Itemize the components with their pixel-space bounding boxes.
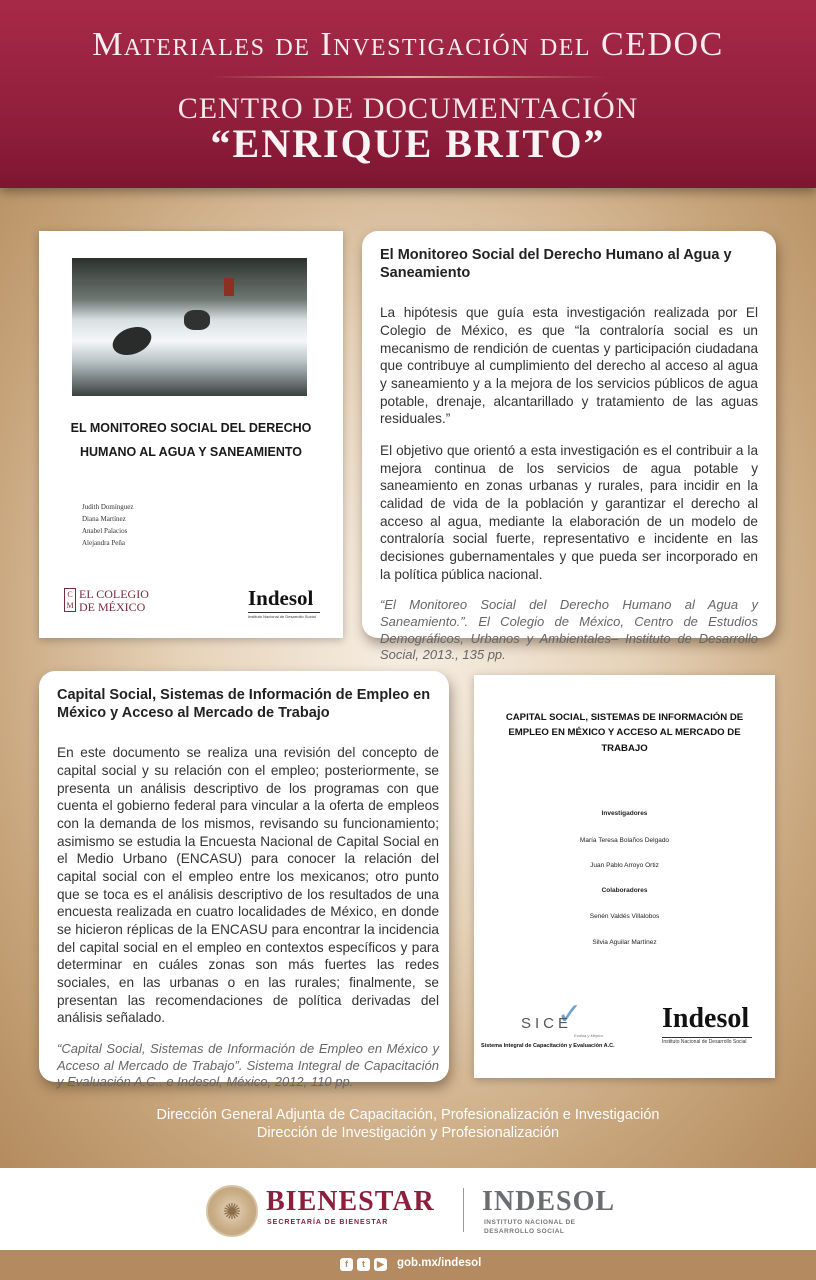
sice-logo: SICE — [521, 1015, 573, 1032]
cover-author: Anabel Palacios — [82, 527, 128, 535]
colaboradores-label: Colaboradores — [601, 887, 648, 894]
directorate-credits — [0, 1106, 816, 1142]
colaborador: Silvia Aguilar Martínez — [592, 939, 657, 946]
cover-author: Judith Domínguez — [82, 503, 134, 511]
book-cover-monitoreo — [39, 231, 343, 638]
header-banner — [0, 0, 816, 188]
indesol-logo-sub: Instituto Nacional de Desarrollo Social — [248, 612, 320, 619]
investigador: Juan Pablo Arroyo Ortiz — [590, 862, 659, 869]
youtube-icon[interactable]: ▶ — [374, 1258, 387, 1271]
cover-title-line: HUMANO AL AGUA Y SANEAMIENTO — [79, 445, 302, 459]
website-link[interactable]: gob.mx/indesol — [397, 1257, 482, 1269]
card-citation: “El Monitoreo Social del Derecho Humano al Agua y Saneamiento.”. El Colegio de México, Centro de Estudios Demográficos, Urbanos y Ambientales– Instituto de Desarrollo Social, 2013., 135 pp. — [380, 597, 758, 663]
summary-card-monitoreo — [362, 231, 776, 663]
card-title: El Monitoreo Social del Derecho Humano al Agua y Saneamiento — [380, 247, 732, 281]
bienestar-logo: BIENESTAR — [266, 1186, 435, 1217]
check-icon: ✓ — [557, 998, 583, 1031]
card-citation: “Capital Social, Sistemas de Información de Empleo en México y Acceso al Mercado de Trabajo”. Sistema Integral de Capacitación y Evaluación A.C.. e Indesol, México, 2012, 110 pp. — [57, 1041, 439, 1090]
eagle-icon: ✺ — [222, 1199, 242, 1224]
indesol-logo: Indesol — [248, 586, 314, 610]
colaborador: Senén Valdés Villalobos — [589, 913, 660, 920]
indesol-logo: Indesol — [662, 1003, 750, 1034]
investigador: María Teresa Bolaños Delgado — [579, 837, 670, 844]
page-title: Materiales de Investigación del CEDOC — [92, 26, 724, 63]
sice-name: Sistema Integral de Capacitación y Evaluación A.C. — [481, 1043, 615, 1049]
cover-author: Alejandra Peña — [82, 539, 125, 547]
indesol-footer-sub: INSTITUTO NACIONAL DE — [484, 1219, 576, 1226]
colmex-logo-text: DE MÉXICO — [79, 600, 146, 614]
colmex-logo-text: EL COLEGIO — [79, 587, 149, 601]
cover-author: Diana Martínez — [82, 515, 126, 523]
twitter-icon[interactable]: t — [357, 1258, 370, 1271]
waterfall-photo — [72, 258, 307, 396]
logo-divider — [463, 1188, 464, 1232]
cover-title: CAPITAL SOCIAL, SISTEMAS DE INFORMACIÓN DE EMPLEO EN MÉXICO Y ACCESO AL MERCADO DE TRABAJO — [505, 712, 744, 754]
book-cover-capital-social — [474, 675, 775, 1078]
colmex-logo-mark: C M — [64, 588, 76, 612]
summary-card-capital-social — [39, 671, 449, 1090]
title-divider — [210, 76, 606, 78]
center-name: “ENRIQUE BRITO” — [210, 121, 606, 166]
sice-tagline: Evalúa y Mejora — [574, 1033, 603, 1038]
cover-title-line: EL MONITOREO SOCIAL DEL DERECHO — [70, 421, 312, 435]
investigadores-label: Investigadores — [601, 810, 648, 817]
card-paragraph: El objetivo que orientó a esta investigación es el contribuir a la mejora continua de los servicios de agua potable y saneamiento en zonas urbanas y rurales, para incidir en la calidad de vida de la población y garantizar el derecho al acceso al agua, mediante la elaboración de un modelo de contraloría social fuerte, representativo e incidente en las decisiones gubernamentales y que pueda ser incorporado en la política pública nacional. — [380, 443, 758, 582]
credit-line: Dirección General Adjunta de Capacitación, Profesionalización e Investigación — [156, 1107, 660, 1123]
center-subtitle: CENTRO DE DOCUMENTACIÓN — [177, 92, 639, 125]
credit-line: Dirección de Investigación y Profesionalización — [256, 1125, 560, 1141]
bienestar-logo-sub: SECRETARÍA DE BIENESTAR — [267, 1219, 389, 1226]
card-paragraph: En este documento se realiza una revisión del concepto de capital social y su relación con el empleo; posteriormente, se presenta un análisis descriptivo de los programas con que cuenta el gobierno federal para vincular a la oferta de empleos con la demanda de los mismos, revisando su funcionamiento; asimismo se estudia la Encuesta Nacional de Capital Social en el Medio Urbano (ENCASU) para conocer la relación del capital social con el empleo entre los mexicanos; otro punto que se toca es el análisis descriptivo de los resultados de una encuesta realizada en cuatro localidades de México, en donde se hicieron réplicas de la ENCASU para encontrar la incidencia del capital social en el empleo en contextos específicos y para determinar en cuáles zonas son más fuertes las redes sociales, en las urbanas o en las rurales; finalmente, se presentan las recomendaciones de política derivadas del análisis señalado. — [57, 745, 439, 1026]
indesol-logo-sub: Instituto Nacional de Desarrollo Social — [662, 1037, 752, 1045]
indesol-footer-sub: DESARROLLO SOCIAL — [484, 1228, 565, 1235]
facebook-icon[interactable]: f — [340, 1258, 353, 1271]
indesol-footer-logo: INDESOL — [482, 1186, 616, 1217]
card-title: Capital Social, Sistemas de Información de Empleo en México y Acceso al Mercado de Trabajo — [57, 687, 431, 721]
card-paragraph: La hipótesis que guía esta investigación realizada por El Colegio de México, es que “la contraloría social es un mecanismo de rendición de cuentas y participación ciudadana que contribuye al cumplimiento del derecho al acceso al agua y saneamiento y a la mejora de los servicios públicos de agua potable, drenaje, alcantarillado y tratamiento de las aguas residuales.” — [380, 305, 758, 427]
